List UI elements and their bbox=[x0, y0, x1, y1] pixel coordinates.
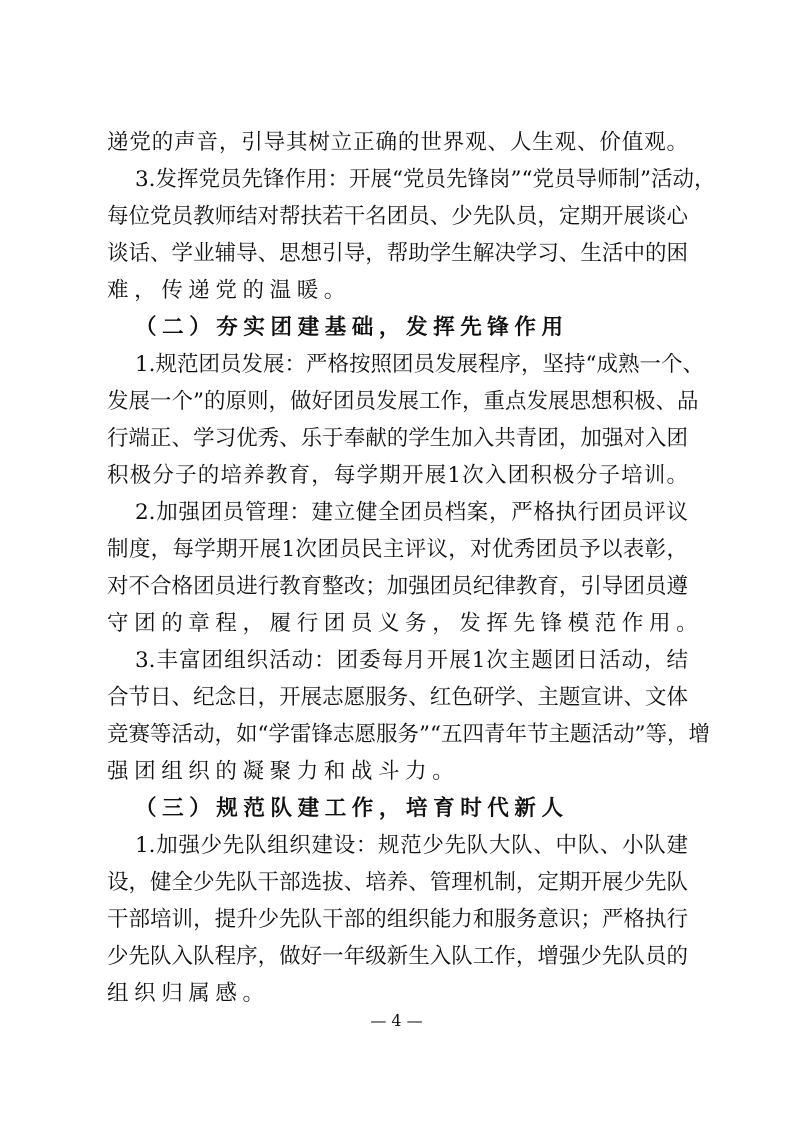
section-heading: （三）规范队建工作，培育时代新人 bbox=[135, 796, 569, 821]
text-line: 1.加强少先队组织建设：规范少先队大队、中队、小队建 bbox=[135, 833, 688, 858]
text-line: 3.发挥党员先锋作用：开展“党员先锋岗”“党员导师制”活动， bbox=[135, 167, 716, 192]
text-line: 组织归属感。 bbox=[107, 981, 270, 1006]
text-line: 3.丰富团组织活动：团委每月开展1次主题团日活动，结 bbox=[135, 648, 688, 673]
text-line: 少先队入队程序，做好一年级新生入队工作，增强少先队员的 bbox=[107, 944, 688, 969]
text-line: 制度，每学期开展1次团员民主评议，对优秀团员予以表彰， bbox=[107, 537, 688, 562]
text-line: 干部培训，提升少先队干部的组织能力和服务意识；严格执行 bbox=[107, 907, 688, 932]
text-line: 2.加强团员管理：建立健全团员档案，严格执行团员评议 bbox=[135, 500, 688, 525]
text-line: 谈话、学业辅导、思想引导，帮助学生解决学习、生活中的困 bbox=[107, 241, 688, 266]
text-line: 设，健全少先队干部选拔、培养、管理机制，定期开展少先队 bbox=[107, 870, 688, 895]
section-heading: （二）夯实团建基础，发挥先锋作用 bbox=[135, 315, 569, 340]
text-line: 每位党员教师结对帮扶若干名团员、少先队员，定期开展谈心 bbox=[107, 204, 688, 229]
text-line: 合节日、纪念日，开展志愿服务、红色研学、主题宣讲、文体 bbox=[107, 685, 688, 710]
text-line: 递党的声音，引导其树立正确的世界观、人生观、价值观。 bbox=[107, 130, 688, 155]
text-line: 对不合格团员进行教育整改；加强团员纪律教育，引导团员遵 bbox=[107, 574, 688, 599]
text-line: 1.规范团员发展：严格按照团员发展程序，坚持“成熟一个、 bbox=[135, 352, 705, 377]
text-line: 发展一个”的原则，做好团员发展工作，重点发展思想积极、品 bbox=[107, 389, 699, 414]
text-line: 积极分子的培养教育，每学期开展1次入团积极分子培训。 bbox=[107, 463, 688, 488]
text-line: 难，传递党的温暖。 bbox=[107, 278, 351, 303]
text-line: 强团组织的凝聚力和战斗力。 bbox=[107, 759, 460, 784]
text-line: 行端正、学习优秀、乐于奉献的学生加入共青团，加强对入团 bbox=[107, 426, 688, 451]
page-number: — 4 — bbox=[370, 1011, 423, 1030]
text-line: 竞赛等活动，如“学雷锋志愿服务”“五四青年节主题活动”等，增 bbox=[107, 722, 710, 747]
text-line: 守团的章程，履行团员义务，发挥先锋模范作用。 bbox=[107, 611, 704, 636]
